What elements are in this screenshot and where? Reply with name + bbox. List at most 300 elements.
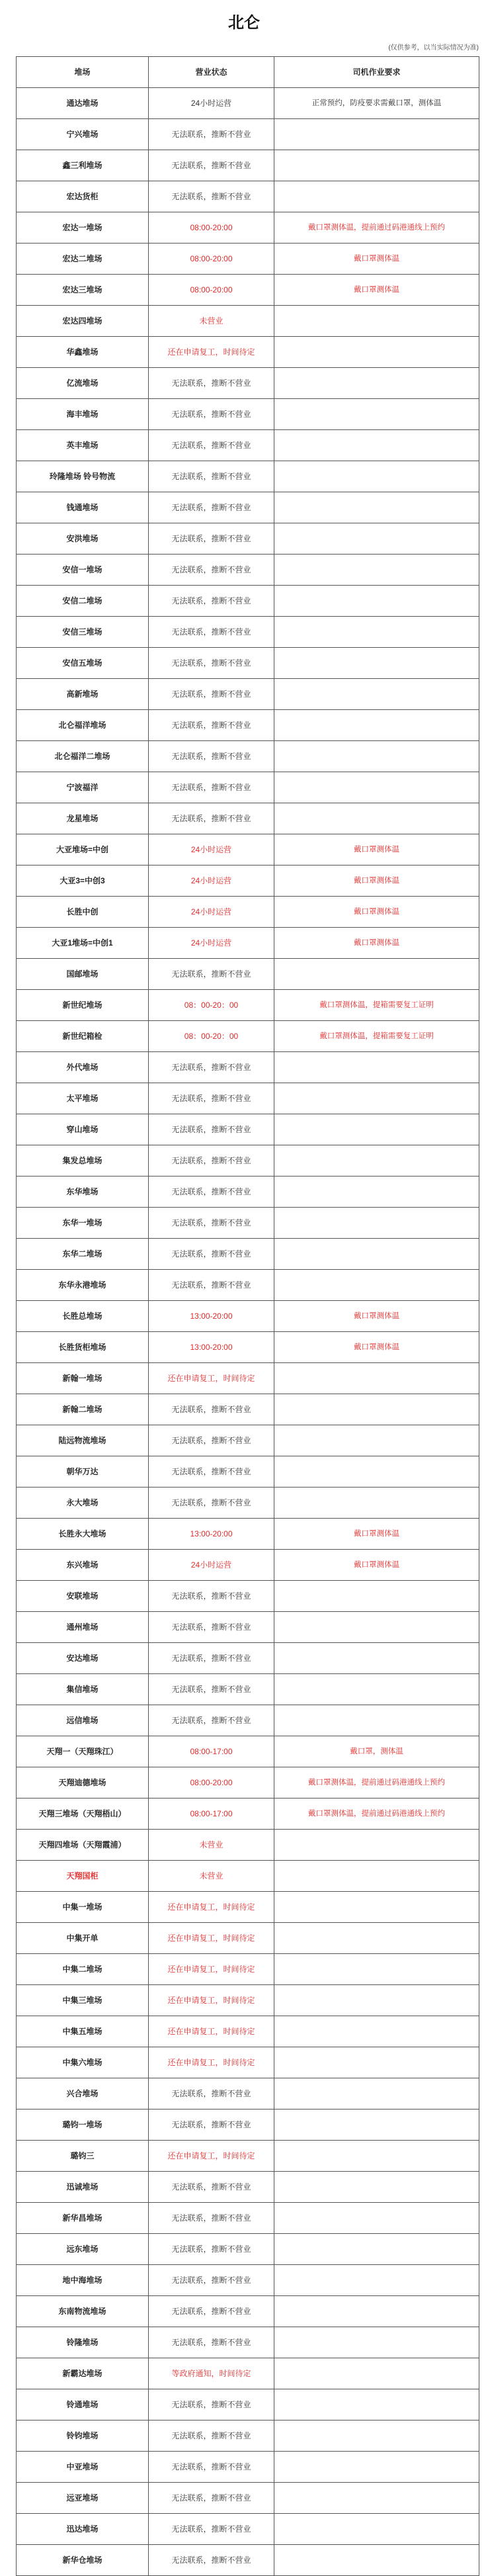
status-cell: 无法联系，推断不营业 [149,710,274,741]
status-cell: 08：00-20：00 [149,1021,274,1052]
requirement-cell [274,1239,479,1270]
requirement-cell [274,1083,479,1114]
table-row [17,1519,479,1550]
yard-name-cell: 天翔一（天翔珠江） [17,1736,149,1767]
yard-name-cell: 安洪堆场 [17,523,149,555]
table-row [17,1394,479,1425]
table-row [17,897,479,928]
status-cell: 无法联系，推断不营业 [149,399,274,430]
yard-name-cell: 大亚1堆场=中创1 [17,928,149,959]
table-row [17,1581,479,1612]
yard-name-cell: 宁兴堆场 [17,119,149,150]
status-cell: 等政府通知，时间待定 [149,2358,274,2389]
requirement-cell: 戴口罩测体温，提前通过码港通线上预约 [274,212,479,244]
table-row [17,1488,479,1519]
requirement-cell [274,1270,479,1301]
table-row [17,1550,479,1581]
table-row [17,834,479,866]
requirement-cell [274,1456,479,1488]
table-row [17,2078,479,2110]
table-row [17,2421,479,2452]
requirement-cell [274,2545,479,2576]
yard-name-cell: 华鑫堆场 [17,337,149,368]
yard-name-cell: 天翔迪德堆场 [17,1767,149,1799]
requirement-cell [274,2172,479,2203]
yard-name-cell: 铃通堆场 [17,2389,149,2421]
status-cell: 还在申请复工，时间待定 [149,1363,274,1394]
status-cell: 无法联系，推断不营业 [149,1674,274,1705]
requirement-cell [274,461,479,492]
table-row [17,1083,479,1114]
yard-name-cell: 北仑福洋堆场 [17,710,149,741]
requirement-cell [274,1674,479,1705]
yard-name-cell: 长胜总堆场 [17,1301,149,1332]
yard-name-cell: 铃隆堆场 [17,2327,149,2358]
requirement-cell: 戴口罩测体温 [274,834,479,866]
table-row [17,1767,479,1799]
table-row [17,959,479,990]
requirement-cell [274,959,479,990]
yard-name-cell: 中亚堆场 [17,2452,149,2483]
status-cell: 无法联系，推断不营业 [149,2110,274,2141]
table-row [17,2047,479,2078]
status-cell: 还在申请复工，时间待定 [149,1954,274,1985]
header-yard: 堆场 [17,57,149,88]
status-cell: 08:00-20:00 [149,212,274,244]
status-cell: 无法联系，推断不营业 [149,959,274,990]
table-row [17,555,479,586]
status-cell: 无法联系，推断不营业 [149,2483,274,2514]
yard-name-cell: 钱通堆场 [17,492,149,523]
yard-name-cell: 亿流堆场 [17,368,149,399]
requirement-cell [274,2047,479,2078]
requirement-cell [274,2016,479,2047]
yard-name-cell: 龙星堆场 [17,803,149,834]
table-row [17,399,479,430]
status-cell: 无法联系，推断不营业 [149,1208,274,1239]
yard-name-cell: 新世纪箱检 [17,1021,149,1052]
requirement-cell: 戴口罩测体温 [274,1332,479,1363]
yard-name-cell: 安达堆场 [17,1643,149,1674]
table-row [17,1612,479,1643]
requirement-cell: 戴口罩，测体温 [274,1736,479,1767]
requirement-cell [274,2296,479,2327]
requirement-cell [274,1643,479,1674]
table-row [17,1643,479,1674]
yard-name-cell: 长胜中创 [17,897,149,928]
status-cell: 无法联系，推断不营业 [149,2421,274,2452]
requirement-cell [274,803,479,834]
requirement-cell [274,523,479,555]
table-row [17,1332,479,1363]
table-row [17,586,479,617]
table-row [17,1705,479,1736]
status-cell: 无法联系，推断不营业 [149,2265,274,2296]
requirement-cell [274,181,479,212]
status-cell: 08:00-17:00 [149,1736,274,1767]
status-cell: 无法联系，推断不营业 [149,1270,274,1301]
status-cell: 无法联系，推断不营业 [149,1394,274,1425]
table-row [17,119,479,150]
status-cell: 无法联系，推断不营业 [149,617,274,648]
status-cell: 08:00-17:00 [149,1799,274,1830]
requirement-cell [274,1145,479,1177]
yard-name-cell: 通州堆场 [17,1612,149,1643]
status-cell: 无法联系，推断不营业 [149,181,274,212]
status-cell: 无法联系，推断不营业 [149,2389,274,2421]
requirement-cell [274,2141,479,2172]
table-row [17,710,479,741]
status-cell: 08:00-20:00 [149,244,274,275]
requirement-cell: 戴口罩测体温，提箱需要复工证明 [274,990,479,1021]
table-row [17,1239,479,1270]
requirement-cell [274,2203,479,2234]
requirement-cell [274,1394,479,1425]
yard-name-cell: 新翰一堆场 [17,1363,149,1394]
yard-name-cell: 迅诚堆场 [17,2172,149,2203]
status-cell: 无法联系，推断不营业 [149,1488,274,1519]
page-title: 北仑 [228,14,260,32]
status-cell: 未营业 [149,306,274,337]
yard-name-cell: 宁波福洋 [17,772,149,803]
yard-name-cell: 新华仓堆场 [17,2545,149,2576]
status-cell: 无法联系，推断不营业 [149,741,274,772]
yard-name-cell: 通达堆场 [17,88,149,119]
yard-name-cell: 长胜永大堆场 [17,1519,149,1550]
requirement-cell [274,368,479,399]
status-cell: 无法联系，推断不营业 [149,586,274,617]
yard-name-cell: 安信一堆场 [17,555,149,586]
table-row [17,1145,479,1177]
requirement-cell: 戴口罩测体温 [274,1301,479,1332]
status-cell: 无法联系，推断不营业 [149,1705,274,1736]
table-row [17,1177,479,1208]
status-cell: 无法联系，推断不营业 [149,1581,274,1612]
yard-name-cell: 玲隆堆场 铃号物流 [17,461,149,492]
requirement-cell [274,1581,479,1612]
table-row [17,990,479,1021]
requirement-cell [274,2358,479,2389]
yard-name-cell: 长胜货柜堆场 [17,1332,149,1363]
table-row [17,150,479,181]
yard-name-cell: 东华二堆场 [17,1239,149,1270]
yard-name-cell: 宏达三堆场 [17,275,149,306]
requirement-cell [274,306,479,337]
yard-name-cell: 中集六堆场 [17,2047,149,2078]
table-row [17,2358,479,2389]
yard-name-cell: 新霸达堆场 [17,2358,149,2389]
requirement-cell [274,2389,479,2421]
status-cell: 无法联系，推断不营业 [149,1177,274,1208]
table-row [17,2483,479,2514]
status-cell: 无法联系，推断不营业 [149,1114,274,1145]
yard-name-cell: 太平堆场 [17,1083,149,1114]
yard-name-cell: 安信五堆场 [17,648,149,679]
yard-name-cell: 高新堆场 [17,679,149,710]
requirement-cell [274,1985,479,2016]
table-body [17,88,479,2576]
requirement-cell [274,1425,479,1456]
requirement-cell [274,586,479,617]
status-cell: 无法联系，推断不营业 [149,368,274,399]
requirement-cell [274,1861,479,1892]
yard-name-cell: 集信堆场 [17,1674,149,1705]
yard-name-cell: 宏达二堆场 [17,244,149,275]
yard-name-cell: 宏达四堆场 [17,306,149,337]
requirement-cell [274,2421,479,2452]
requirement-cell [274,337,479,368]
requirement-cell [274,1612,479,1643]
status-cell: 无法联系，推断不营业 [149,2296,274,2327]
table-row [17,2141,479,2172]
requirement-cell: 戴口罩测体温 [274,244,479,275]
requirement-cell [274,2327,479,2358]
yard-name-cell: 新华昌堆场 [17,2203,149,2234]
table-row [17,2265,479,2296]
requirement-cell [274,1363,479,1394]
status-cell: 无法联系，推断不营业 [149,1643,274,1674]
status-cell: 无法联系，推断不营业 [149,150,274,181]
requirement-cell [274,1705,479,1736]
disclaimer-note: (仅供参考，以当实际情况为准) [388,44,479,52]
yard-name-cell: 陆远物流堆场 [17,1425,149,1456]
status-cell: 无法联系，推断不营业 [149,523,274,555]
requirement-cell [274,1488,479,1519]
requirement-cell [274,399,479,430]
table-row [17,1985,479,2016]
table-row [17,2110,479,2141]
yard-name-cell: 天翔国柜 [17,1861,149,1892]
table-row [17,1270,479,1301]
yard-name-cell: 远东堆场 [17,2234,149,2265]
table-row [17,1301,479,1332]
status-cell: 还在申请复工，时间待定 [149,1923,274,1954]
yard-name-cell: 天翔四堆场（天翔霞浦） [17,1830,149,1861]
yard-name-cell: 远亚堆场 [17,2483,149,2514]
status-cell: 未营业 [149,1830,274,1861]
table-row [17,1052,479,1083]
yard-name-cell: 国邮堆场 [17,959,149,990]
table-row [17,212,479,244]
yard-name-cell: 安信三堆场 [17,617,149,648]
requirement-cell: 戴口罩测体温 [274,275,479,306]
requirement-cell [274,2110,479,2141]
table-row [17,430,479,461]
table-row [17,1892,479,1923]
table-row [17,1830,479,1861]
yard-name-cell: 中集五堆场 [17,2016,149,2047]
yard-name-cell: 英丰堆场 [17,430,149,461]
status-cell: 无法联系，推断不营业 [149,2327,274,2358]
status-cell: 无法联系，推断不营业 [149,1052,274,1083]
requirement-cell [274,2265,479,2296]
yard-name-cell: 新世纪堆场 [17,990,149,1021]
yard-name-cell: 穿山堆场 [17,1114,149,1145]
requirement-cell [274,1830,479,1861]
status-cell: 还在申请复工，时间待定 [149,337,274,368]
status-cell: 无法联系，推断不营业 [149,461,274,492]
table-row [17,1208,479,1239]
table-row [17,1425,479,1456]
requirement-cell [274,492,479,523]
table-row [17,244,479,275]
status-cell: 24小时运营 [149,834,274,866]
requirement-cell [274,1954,479,1985]
requirement-cell [274,1208,479,1239]
yard-name-cell: 东华一堆场 [17,1208,149,1239]
yard-name-cell: 集发总堆场 [17,1145,149,1177]
requirement-cell [274,710,479,741]
table-row [17,741,479,772]
yard-name-cell: 北仑福洋二堆场 [17,741,149,772]
requirement-cell [274,1114,479,1145]
yard-name-cell: 天翔三堆场（天翔梧山） [17,1799,149,1830]
status-cell: 13:00-20:00 [149,1301,274,1332]
status-cell: 还在申请复工，时间待定 [149,2141,274,2172]
table-row [17,337,479,368]
status-cell: 无法联系，推断不营业 [149,2452,274,2483]
yard-name-cell: 地中海堆场 [17,2265,149,2296]
yard-name-cell: 璐钧三 [17,2141,149,2172]
table-row [17,1456,479,1488]
requirement-cell [274,2078,479,2110]
header-status: 营业状态 [149,57,274,88]
requirement-cell [274,2514,479,2545]
table-row [17,866,479,897]
requirement-cell: 戴口罩测体温 [274,928,479,959]
status-cell: 无法联系，推断不营业 [149,2234,274,2265]
table-row [17,772,479,803]
table-row [17,306,479,337]
status-cell: 未营业 [149,1861,274,1892]
yard-name-cell: 宏达一堆场 [17,212,149,244]
requirement-cell [274,679,479,710]
status-cell: 无法联系，推断不营业 [149,2514,274,2545]
yard-name-cell: 新翰二堆场 [17,1394,149,1425]
requirement-cell: 戴口罩测体温 [274,866,479,897]
table-row [17,2452,479,2483]
table-row [17,1954,479,1985]
table-row [17,648,479,679]
table-row [17,88,479,119]
status-cell: 还在申请复工，时间待定 [149,1892,274,1923]
table-row [17,2203,479,2234]
yard-name-cell: 永大堆场 [17,1488,149,1519]
status-cell: 无法联系，推断不营业 [149,1083,274,1114]
table-row [17,368,479,399]
yard-name-cell: 东兴堆场 [17,1550,149,1581]
requirement-cell [274,741,479,772]
yard-name-cell: 安信二堆场 [17,586,149,617]
requirement-cell [274,150,479,181]
requirement-cell: 戴口罩测体温 [274,1519,479,1550]
status-cell: 无法联系，推断不营业 [149,772,274,803]
requirement-cell [274,617,479,648]
yard-name-cell: 大亚堆场=中创 [17,834,149,866]
table-row [17,1799,479,1830]
status-cell: 24小时运营 [149,866,274,897]
yard-name-cell: 朝华万达 [17,1456,149,1488]
requirement-cell [274,2452,479,2483]
yard-name-cell: 中集三堆场 [17,1985,149,2016]
requirement-cell: 戴口罩测体温 [274,897,479,928]
status-cell: 还在申请复工，时间待定 [149,1985,274,2016]
table-row [17,2172,479,2203]
requirement-cell [274,648,479,679]
requirement-cell [274,2234,479,2265]
table-row [17,181,479,212]
status-cell: 24小时运营 [149,88,274,119]
table-row [17,2545,479,2576]
table-row [17,2016,479,2047]
requirement-cell [274,772,479,803]
status-cell: 13:00-20:00 [149,1519,274,1550]
yard-name-cell: 中集开单 [17,1923,149,1954]
status-cell: 24小时运营 [149,928,274,959]
table-row [17,1674,479,1705]
status-cell: 无法联系，推断不营业 [149,1239,274,1270]
yard-name-cell: 安联堆场 [17,1581,149,1612]
yard-name-cell: 外代堆场 [17,1052,149,1083]
status-cell: 无法联系，推断不营业 [149,1456,274,1488]
yard-name-cell: 宏达货柜 [17,181,149,212]
status-cell: 无法联系，推断不营业 [149,555,274,586]
status-cell: 无法联系，推断不营业 [149,803,274,834]
requirement-cell [274,1892,479,1923]
table-row [17,617,479,648]
yard-name-cell: 铃钧堆场 [17,2421,149,2452]
status-cell: 无法联系，推断不营业 [149,679,274,710]
status-cell: 08:00-20:00 [149,1767,274,1799]
requirement-cell [274,430,479,461]
table-row [17,2296,479,2327]
status-cell: 无法联系，推断不营业 [149,2203,274,2234]
status-cell: 还在申请复工，时间待定 [149,2016,274,2047]
status-cell: 无法联系，推断不营业 [149,2172,274,2203]
table-row [17,2514,479,2545]
table-row [17,1861,479,1892]
yard-name-cell: 迅达堆场 [17,2514,149,2545]
yard-status-table [16,56,479,2576]
status-cell: 无法联系，推断不营业 [149,1612,274,1643]
status-cell: 08:00-20:00 [149,275,274,306]
yard-name-cell: 海丰堆场 [17,399,149,430]
table-row [17,1114,479,1145]
table-row [17,1736,479,1767]
requirement-cell [274,1923,479,1954]
status-cell: 无法联系，推断不营业 [149,648,274,679]
yard-name-cell: 中集二堆场 [17,1954,149,1985]
requirement-cell [274,1177,479,1208]
yard-name-cell: 鑫三利堆场 [17,150,149,181]
status-cell: 无法联系，推断不营业 [149,2545,274,2576]
table-row [17,1363,479,1394]
yard-name-cell: 中集一堆场 [17,1892,149,1923]
status-cell: 13:00-20:00 [149,1332,274,1363]
status-cell: 无法联系，推断不营业 [149,1145,274,1177]
requirement-cell [274,1052,479,1083]
yard-name-cell: 璐钧一堆场 [17,2110,149,2141]
yard-name-cell: 兴合堆场 [17,2078,149,2110]
requirement-cell: 正常预约，防疫要求需戴口罩，测体温 [274,88,479,119]
status-cell: 无法联系，推断不营业 [149,2078,274,2110]
yard-name-cell: 大亚3=中创3 [17,866,149,897]
table-row [17,461,479,492]
status-cell: 无法联系，推断不营业 [149,1425,274,1456]
requirement-cell [274,555,479,586]
requirement-cell: 戴口罩测体温，提前通过码港通线上预约 [274,1767,479,1799]
status-cell: 无法联系，推断不营业 [149,430,274,461]
